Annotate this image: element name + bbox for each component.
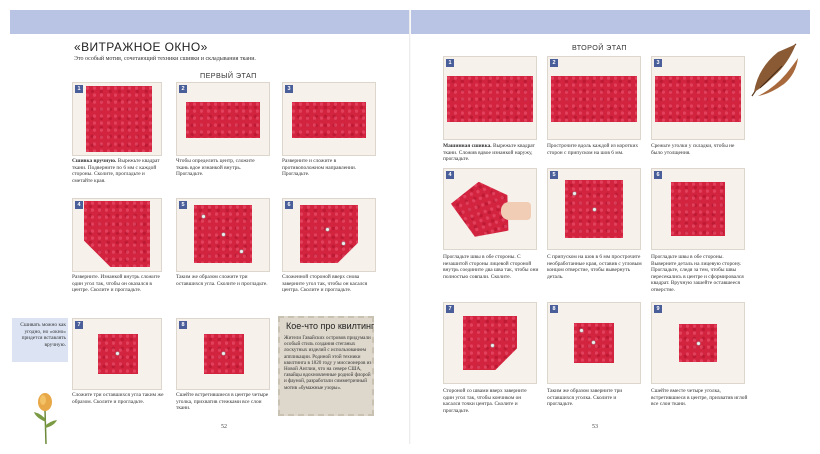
step-7-caption: Сложите три оставшихся угла таким же образом. Сколите и прогладьте. [72, 392, 164, 405]
step-1-caption-bold: Сшивка вручную. [72, 158, 117, 164]
right-step-1-caption-text: Вырежьте квадрат ткани. Сложив вдвое изнанкой наружу, прогладьте. [443, 143, 535, 163]
right-step-1-caption [443, 143, 539, 163]
right-step-2-photo [547, 56, 641, 140]
side-note: Сшивать можно как угодно, но «окно» придется вставлять вручную. [20, 322, 66, 348]
right-step-1-photo [443, 56, 537, 140]
right-step-4-photo [443, 168, 537, 250]
right-step-8-photo [547, 302, 641, 384]
right-step-7-photo [443, 302, 537, 384]
step-6-photo [282, 198, 376, 272]
step-5-caption: Таким же образом сложите три оставшихся угла. Сколите и прогладьте. [176, 274, 268, 287]
right-step-6-caption: Прогладьте швы в обе стороны. Выверните деталь на лицевую сторону. Прогладьте, следя за тем, чтобы швы пересекались в центре и сформировался квадрат. Вручную зашейте оставшееся отверстие. [651, 254, 744, 293]
stage-label-first: ПЕРВЫЙ ЭТАП [200, 71, 257, 80]
step-number: 3 [285, 85, 293, 93]
page-gutter [409, 10, 411, 444]
quilting-box-title: Кое-что про квилтинг [286, 321, 375, 331]
step-number: 1 [75, 85, 83, 93]
step-number: 5 [550, 171, 558, 179]
right-step-5-caption: С припуском на шов в 6 мм прострочите необработанные края, оставив с угловым концом отверстие, чтобы вывернуть деталь. [547, 254, 642, 280]
feather-icon [748, 38, 800, 100]
page-title: «ВИТРАЖНОЕ ОКНО» [74, 40, 208, 54]
step-number: 1 [446, 59, 454, 67]
stage-label-second: ВТОРОЙ ЭТАП [572, 43, 627, 52]
right-step-6-photo [651, 168, 745, 250]
step-number: 9 [654, 305, 662, 313]
step-number: 3 [654, 59, 662, 67]
page-number-left: 52 [221, 424, 227, 430]
step-number: 2 [179, 85, 187, 93]
step-number: 4 [446, 171, 454, 179]
step-number: 4 [75, 201, 83, 209]
step-6-caption: Сложенной стороной вверх снова заверните угол так, чтобы он касался центра. Сколите и прогладьте. [282, 274, 368, 294]
step-1-caption [72, 158, 164, 184]
step-number: 7 [75, 321, 83, 329]
right-step-9-caption: Сшейте вместе четыре уголка, встретившиеся в центре, прихватив иглой все слои ткани. [651, 388, 748, 408]
right-step-9-photo [651, 302, 745, 384]
step-8-caption: Сшейте встретившиеся в центре четыре уголка, прихватив стежками все слои ткани. [176, 392, 269, 412]
step-number: 8 [550, 305, 558, 313]
right-step-3-photo [651, 56, 745, 140]
step-1-caption-text: Вырежьте квадрат ткани. Подверните по 6 мм с каждой стороны. Сколите, прогладьте и сметайте края. [72, 158, 160, 184]
right-step-8-caption: Таким же образом заверните три оставшихся уголка. Сколите и прогладьте. [547, 388, 623, 408]
step-number: 7 [446, 305, 454, 313]
right-step-7-caption: Стороной со швами вверх заверните один угол так, чтобы кончиком он касался точки центра. Сколите и прогладьте. [443, 388, 527, 414]
step-number: 6 [654, 171, 662, 179]
right-step-5-photo [547, 168, 641, 250]
step-4-caption: Разверните. Изнанкой внутрь сложите один угол так, чтобы он оказался в центре. Сколите и прогладьте. [72, 274, 160, 294]
page-number-right: 53 [592, 424, 598, 430]
step-3-caption: Разверните и сложите в противоположном направлении. Прогладьте. [282, 158, 357, 178]
right-step-1-caption-bold: Машинная сшивка. [443, 143, 492, 149]
step-2-photo [176, 82, 270, 156]
step-1-photo [72, 82, 162, 156]
step-4-photo [72, 198, 162, 272]
step-5-photo [176, 198, 270, 272]
right-step-4-caption: Прогладьте швы в обе стороны. С незашитой стороны лицевой стороной внутрь соедините два шва так, чтобы они полностью совпали. Сколите. [443, 254, 539, 280]
step-8-photo [176, 318, 270, 390]
step-number: 5 [179, 201, 187, 209]
step-number: 6 [285, 201, 293, 209]
step-7-photo [72, 318, 162, 390]
step-2-caption: Чтобы определить центр, сложите ткань вдое изнанкой внутрь. Прогладьте. [176, 158, 255, 178]
page-subtitle: Это особый мотив, сочетающий техники сшивки и складывания ткани. [74, 56, 256, 62]
step-number: 8 [179, 321, 187, 329]
step-number: 2 [550, 59, 558, 67]
right-step-3-caption: Срежьте уголки у складки, чтобы не было утолщения. [651, 143, 735, 156]
step-3-photo [282, 82, 376, 156]
quilting-box-text: Жители Гавайских островов придумали особый стиль создания стеганых лоскутных изделий с использованием аппликации. Родиной этой техники квилтинга в 1820 году у миссионеров из Новой Англии, что на севере США, гавайцы вдохновленные родной флорой и фауной, разработали симметричный мотив «бумажные узоры». [284, 335, 372, 391]
flower-icon [30, 392, 60, 446]
right-step-2-caption: Прострочите вдоль каждой из коротких сторон с припуском на шов 6 мм. [547, 143, 639, 156]
